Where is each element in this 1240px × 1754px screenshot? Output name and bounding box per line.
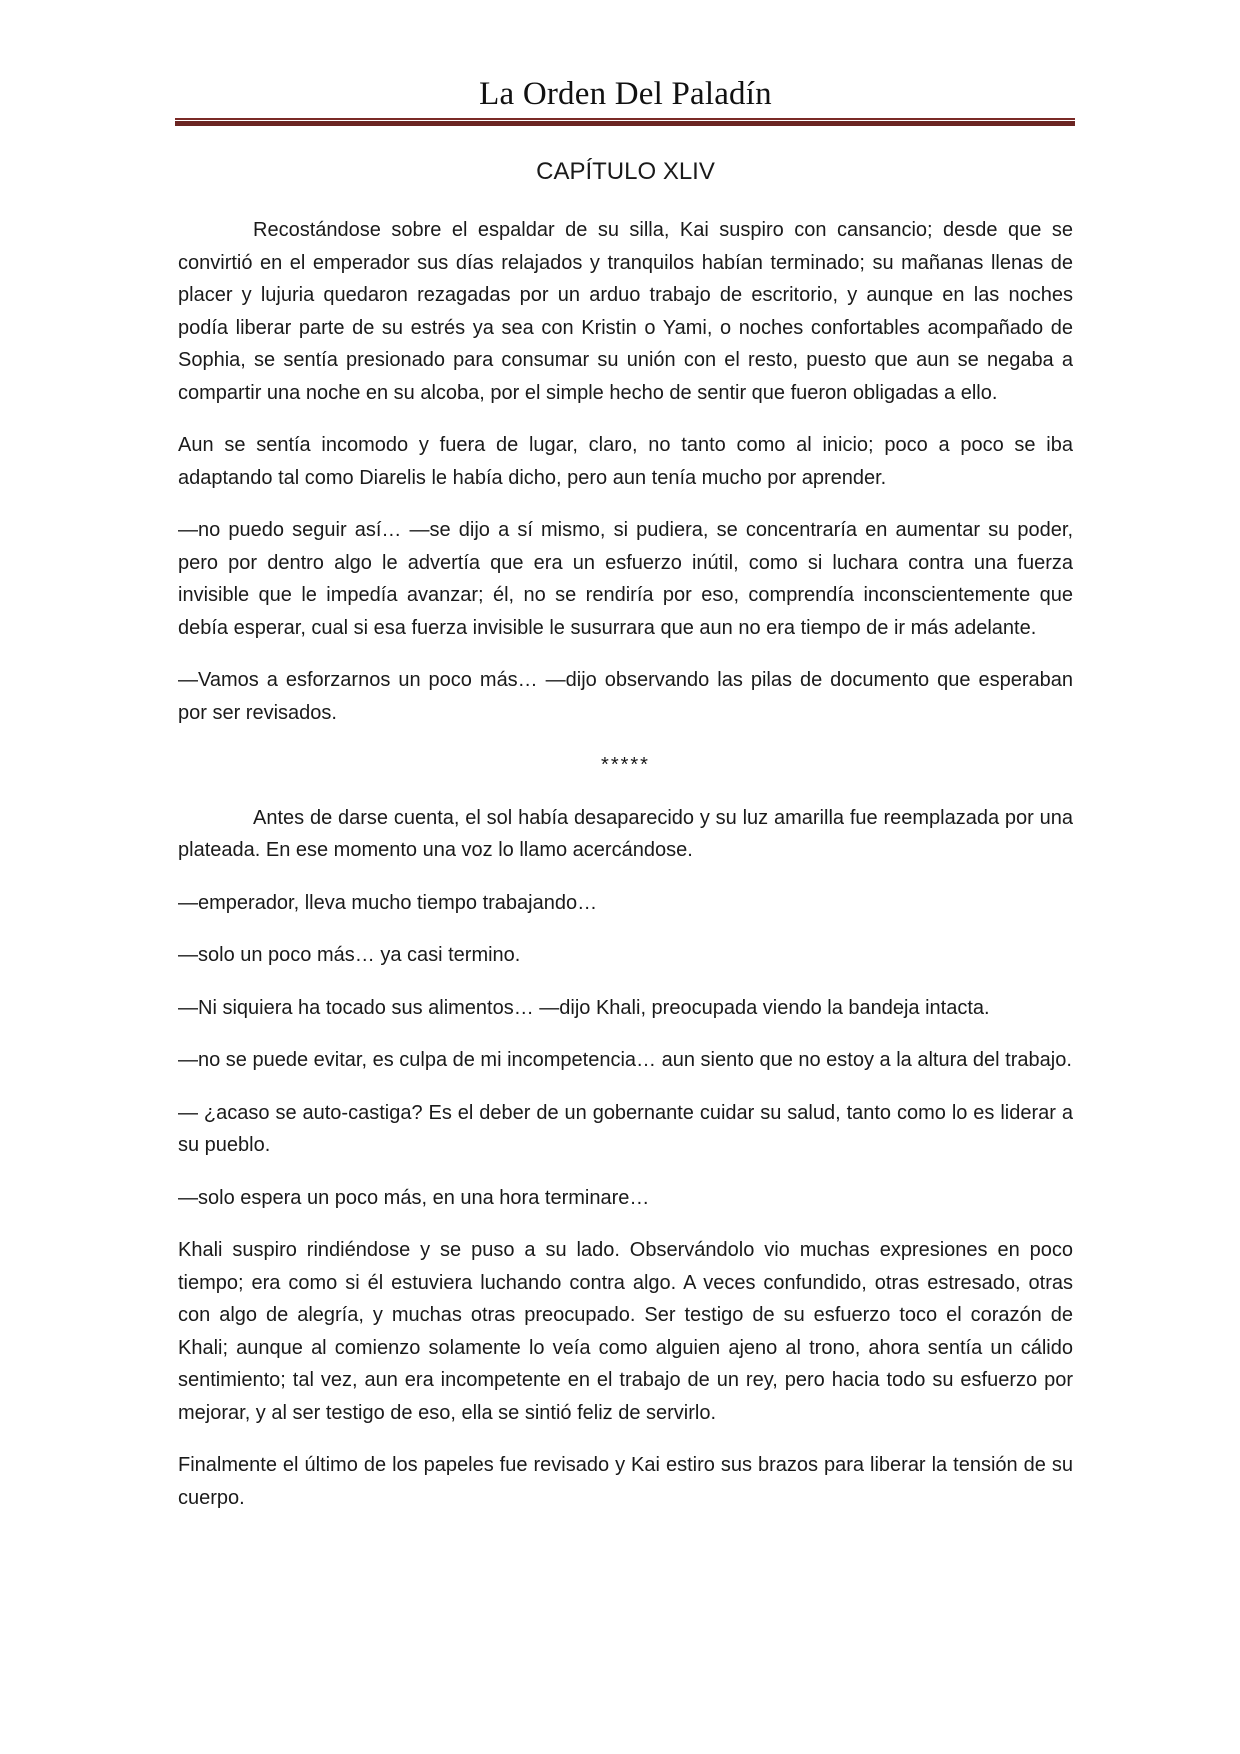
paragraph: —no puedo seguir así… —se dijo a sí mismo, si pudiera, se concentraría en aumentar su poder, pero por dentro algo le advertía que era un esfuerzo inútil, como si luchara contra una fuerza invisible que le impedía avanzar; él, no se rendiría por eso, comprendía inconscientemente que debía esperar, cual si esa fuerza invisible le susurrara que aun no era tiempo de ir más adelante. bbox=[178, 519, 1073, 639]
paragraph: Khali suspiro rindiéndose y se puso a su lado. Observándolo vio muchas expresiones en poco tiempo; era como si él estuviera luchando contra algo. A veces confundido, otras estresado, otras con algo de alegría, y muchas otras preocupado. Ser testigo de su esfuerzo toco el corazón de Khali; aunque al comienzo solamente lo veía como alguien ajeno al trono, ahora sentía un cálido sentimiento; tal vez, aun era incompetente en el trabajo de un rey, pero hacia todo su esfuerzo por mejorar, y al ser testigo de eso, ella se sintió feliz de servirlo. bbox=[178, 1239, 1073, 1424]
paragraph: —solo un poco más… ya casi termino. bbox=[178, 944, 521, 966]
chapter-title: CAPÍTULO XLIV bbox=[536, 158, 715, 185]
scene-separator: ***** bbox=[601, 754, 650, 776]
paragraph: —Ni siquiera ha tocado sus alimentos… —dijo Khali, preocupada viendo la bandeja intacta. bbox=[178, 996, 990, 1019]
paragraph: —no se puede evitar, es culpa de mi incompetencia… aun siento que no estoy a la altura del trabajo. bbox=[178, 1049, 1072, 1071]
paragraph: —emperador, lleva mucho tiempo trabajando… bbox=[178, 891, 598, 914]
paragraph: Aun se sentía incomodo y fuera de lugar, claro, no tanto como al inicio; poco a poco se iba adaptando tal como Diarelis le había dicho, pero aun tenía mucho por aprender. bbox=[178, 434, 1073, 489]
header-rule bbox=[175, 118, 1075, 126]
paragraph: —Vamos a esforzarnos un poco más… —dijo observando las pilas de documento que esperaban por ser revisados. bbox=[178, 669, 1073, 724]
paragraph: Recostándose sobre el espaldar de su silla, Kai suspiro con cansancio; desde que se convirtió en el emperador sus días relajados y tranquilos habían terminado; su mañanas llenas de placer y lujuria quedaron rezagadas por un arduo trabajo de escritorio, y aunque en las noches podía liberar parte de su estrés ya sea con Kristin o Yami, o noches confortables acompañado de Sophia, se sentía presionado para consumar su unión con el resto, puesto que aun se negaba a compartir una noche en su alcoba, por el simple hecho de sentir que fueron obligadas a ello. bbox=[178, 219, 1073, 404]
paragraph: —solo espera un poco más, en una hora terminare… bbox=[178, 1186, 650, 1209]
page-header bbox=[176, 72, 1075, 116]
paragraph: Antes de darse cuenta, el sol había desaparecido y su luz amarilla fue reemplazada por una plateada. En ese momento una voz lo llamo acercándose. bbox=[178, 806, 1073, 861]
book-title: La Orden Del Paladín bbox=[479, 76, 772, 112]
paragraph: — ¿acaso se auto-castiga? Es el deber de un gobernante cuidar su salud, tanto como lo es liderar a su pueblo. bbox=[178, 1101, 1073, 1156]
header-rule-thick-line bbox=[175, 121, 1075, 126]
paragraph: Finalmente el último de los papeles fue revisado y Kai estiro sus brazos para liberar la tensión de su cuerpo. bbox=[178, 1454, 1073, 1509]
header-rule-thin-line bbox=[175, 118, 1075, 120]
chapter-body bbox=[178, 214, 1073, 1534]
